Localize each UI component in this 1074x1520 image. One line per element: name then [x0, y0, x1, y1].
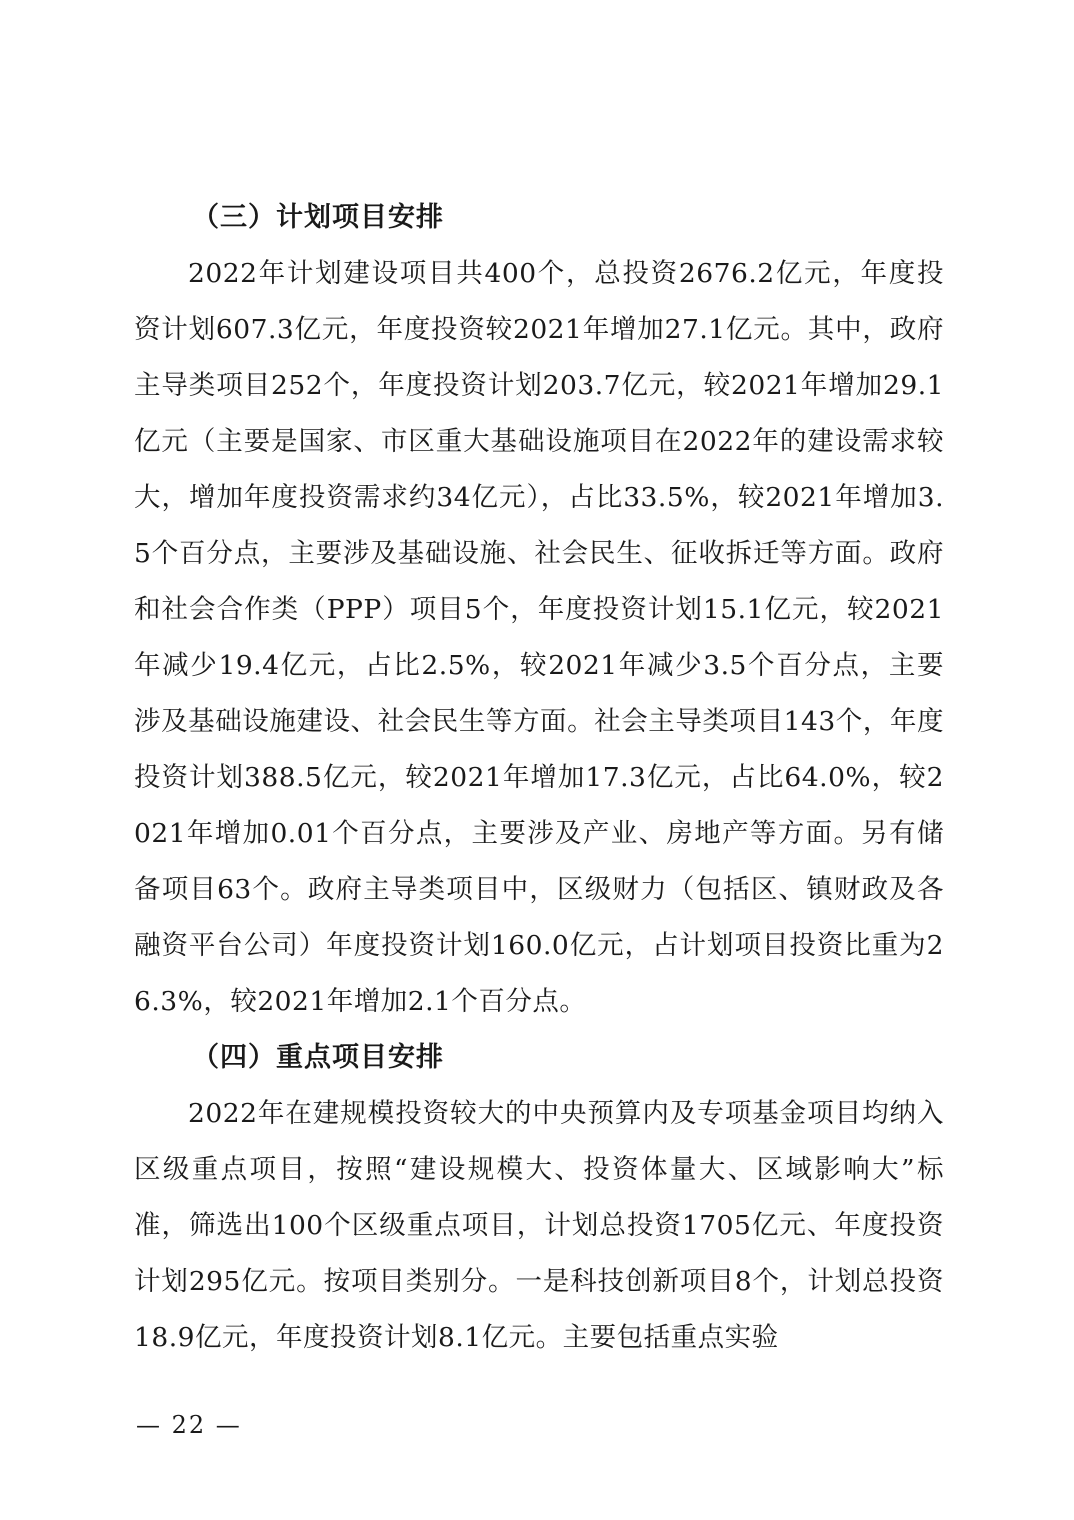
section-heading-key-projects: （四）重点项目安排 — [192, 1042, 444, 1073]
page-number: — 22 — — [136, 1411, 242, 1439]
paragraph-planned-projects: 2022年计划建设项目共400个，总投资2676.2亿元，年度投资计划607.3亿元，年度投资较2021年增加27.1亿元。其中，政府主导类项目252个，年度投资计划203.7亿元，较2021年增加29.1亿元（主要是国家、市区重大基础设施项目在2022年的建设需求较大，增加年度投资需求约34亿元），占比33.5%，较2021年增加3.5个百分点，主要涉及基础设施、社会民生、征收拆迁等方面。政府和社会合作类（PPP）项目5个，年度投资计划15.1亿元，较2021年减少19.4亿元，占比2.5%，较2021年减少3.5个百分点，主要涉及基础设施建设、社会民生等方面。社会主导类项目143个，年度投资计划388.5亿元，较2021年增加17.3亿元，占比64.0%，较2021年增加0.01个百分点，主要涉及产业、房地产等方面。另有储备项目63个。政府主导类项目中，区级财力（包括区、镇财政及各融资平台公司）年度投资计划160.0亿元，占计划项目投资比重为26.3%，较2021年增加2.1个百分点。 — [134, 258, 944, 1017]
section-heading-planned-projects: （三）计划项目安排 — [192, 202, 444, 233]
page-content — [134, 190, 944, 1366]
paragraph-key-projects: 2022年在建规模投资较大的中央预算内及专项基金项目均纳入区级重点项目，按照“建设规模大、投资体量大、区域影响大”标准，筛选出100个区级重点项目，计划总投资1705亿元、年度投资计划295亿元。按项目类别分。一是科技创新项目8个，计划总投资18.9亿元，年度投资计划8.1亿元。主要包括重点实验 — [134, 1098, 944, 1353]
